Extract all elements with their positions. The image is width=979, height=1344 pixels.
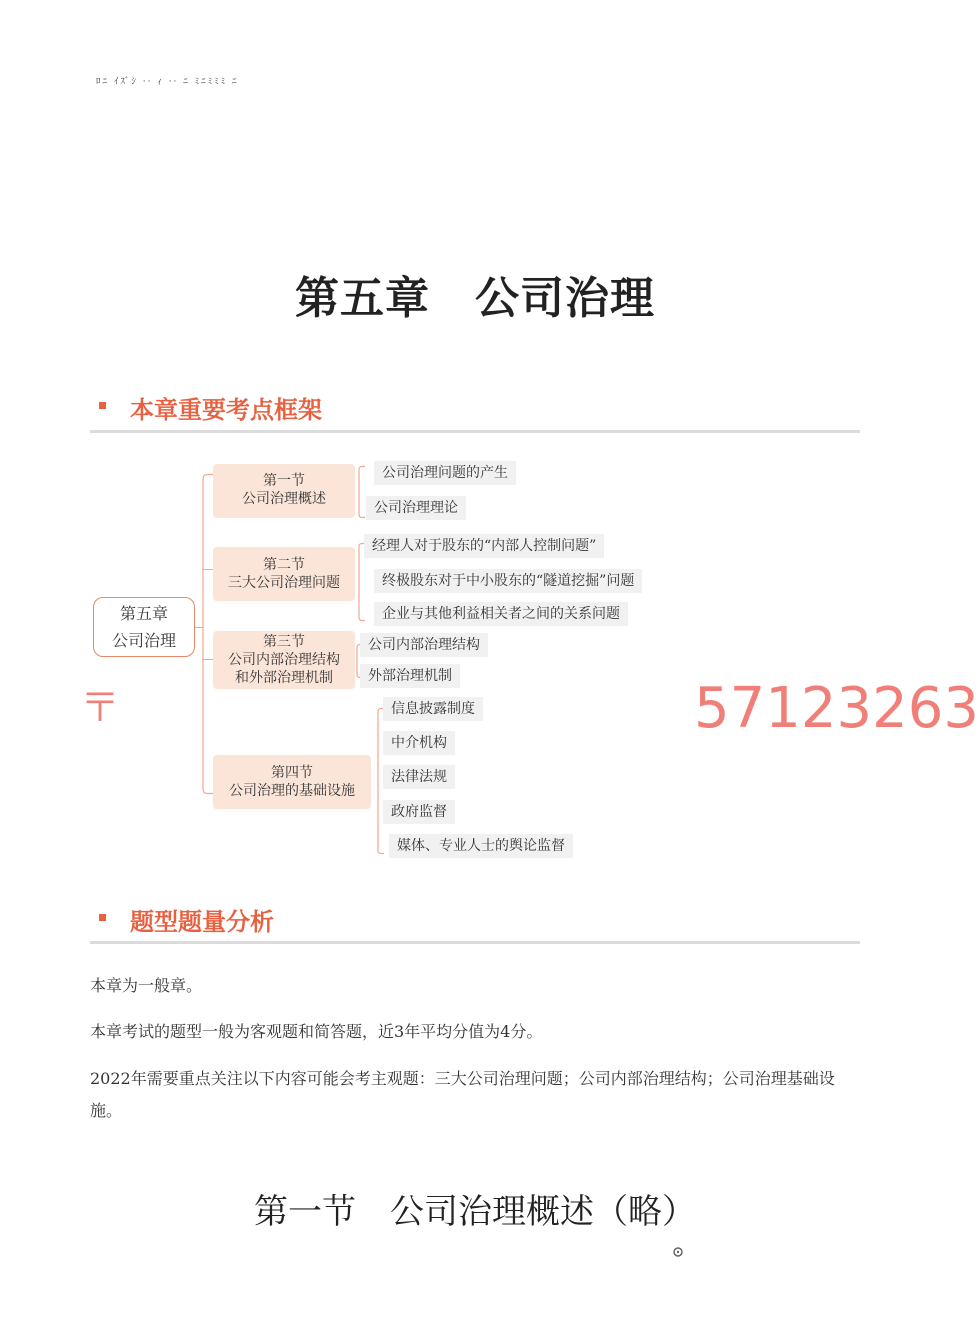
branch-bracket <box>358 466 366 518</box>
analysis-heading: 题型题量分析 <box>130 907 274 936</box>
analysis-paragraph: 本章为一般章。 <box>90 976 203 995</box>
node-line: 公司治理的基础设施 <box>229 783 355 799</box>
mindmap-root-line: 公司治理 <box>111 631 176 650</box>
mindmap-leaf: 媒体、专业人士的舆论监督 <box>389 834 573 858</box>
mindmap-leaf: 中介机构 <box>383 731 455 755</box>
section-divider <box>90 430 860 433</box>
watermark-number: 57123263 <box>694 676 979 741</box>
section-bullet-icon <box>99 914 106 921</box>
section-divider <box>90 941 860 944</box>
mindmap-leaf: 信息披露制度 <box>383 697 483 721</box>
mindmap-node-section-2 <box>213 547 355 601</box>
mindmap-leaf: 企业与其他利益相关者之间的关系问题 <box>374 602 628 626</box>
node-line: 第四节 <box>271 765 313 781</box>
node-line: 三大公司治理问题 <box>228 575 340 591</box>
mindmap-leaf: 终极股东对于中小股东的“隧道挖掘”问题 <box>374 569 642 593</box>
mindmap-leaf: 公司内部治理结构 <box>360 633 488 657</box>
node-line: 公司治理概述 <box>242 491 326 507</box>
analysis-paragraph: 本章考试的题型一般为客观题和简答题，近3年平均分值为4分。 <box>90 1022 543 1041</box>
node-line: 第三节 <box>263 634 305 650</box>
node-line: 第二节 <box>263 557 305 573</box>
mindmap-leaf: 公司治理理论 <box>366 496 466 520</box>
mindmap-leaf: 公司治理问题的产生 <box>374 461 516 485</box>
watermark-fragment: 〒 <box>80 685 120 731</box>
mindmap-node-section-1 <box>213 464 355 518</box>
mindmap-node-section-4 <box>213 755 371 809</box>
analysis-paragraph: 2022年需要重点关注以下内容可能会考主观题：三大公司治理问题；公司内部治理结构；公司治理基础设施。 <box>90 1069 835 1120</box>
chapter-title: 第五章 公司治理 <box>295 273 655 324</box>
mindmap-root <box>93 597 195 657</box>
mindmap-leaf: 外部治理机制 <box>360 664 460 688</box>
section-one-title: 第一节 公司治理概述（略） <box>254 1192 696 1232</box>
mindmap-leaf: 政府监督 <box>383 800 455 824</box>
node-line: 公司内部治理结构 <box>228 652 340 668</box>
mindmap-leaf: 经理人对于股东的“内部人控制问题” <box>364 534 604 558</box>
decorative-circle-icon <box>672 1246 684 1258</box>
mindmap-root-line: 第五章 <box>119 604 168 623</box>
mindmap-node-section-3 <box>213 631 355 689</box>
section-bullet-icon <box>99 402 106 409</box>
connector-line <box>202 569 213 570</box>
framework-heading: 本章重要考点框架 <box>130 395 322 424</box>
mindmap-leaf: 法律法规 <box>383 765 455 789</box>
node-line: 第一节 <box>263 473 305 489</box>
node-line: 和外部治理机制 <box>235 670 333 686</box>
connector-line <box>202 659 213 660</box>
header-fragment: ﾛﾆ ｲｽﾞｼ ·· ｨ ·· ﾆ ﾐﾆﾐﾐﾐ ﾆ <box>96 77 239 87</box>
